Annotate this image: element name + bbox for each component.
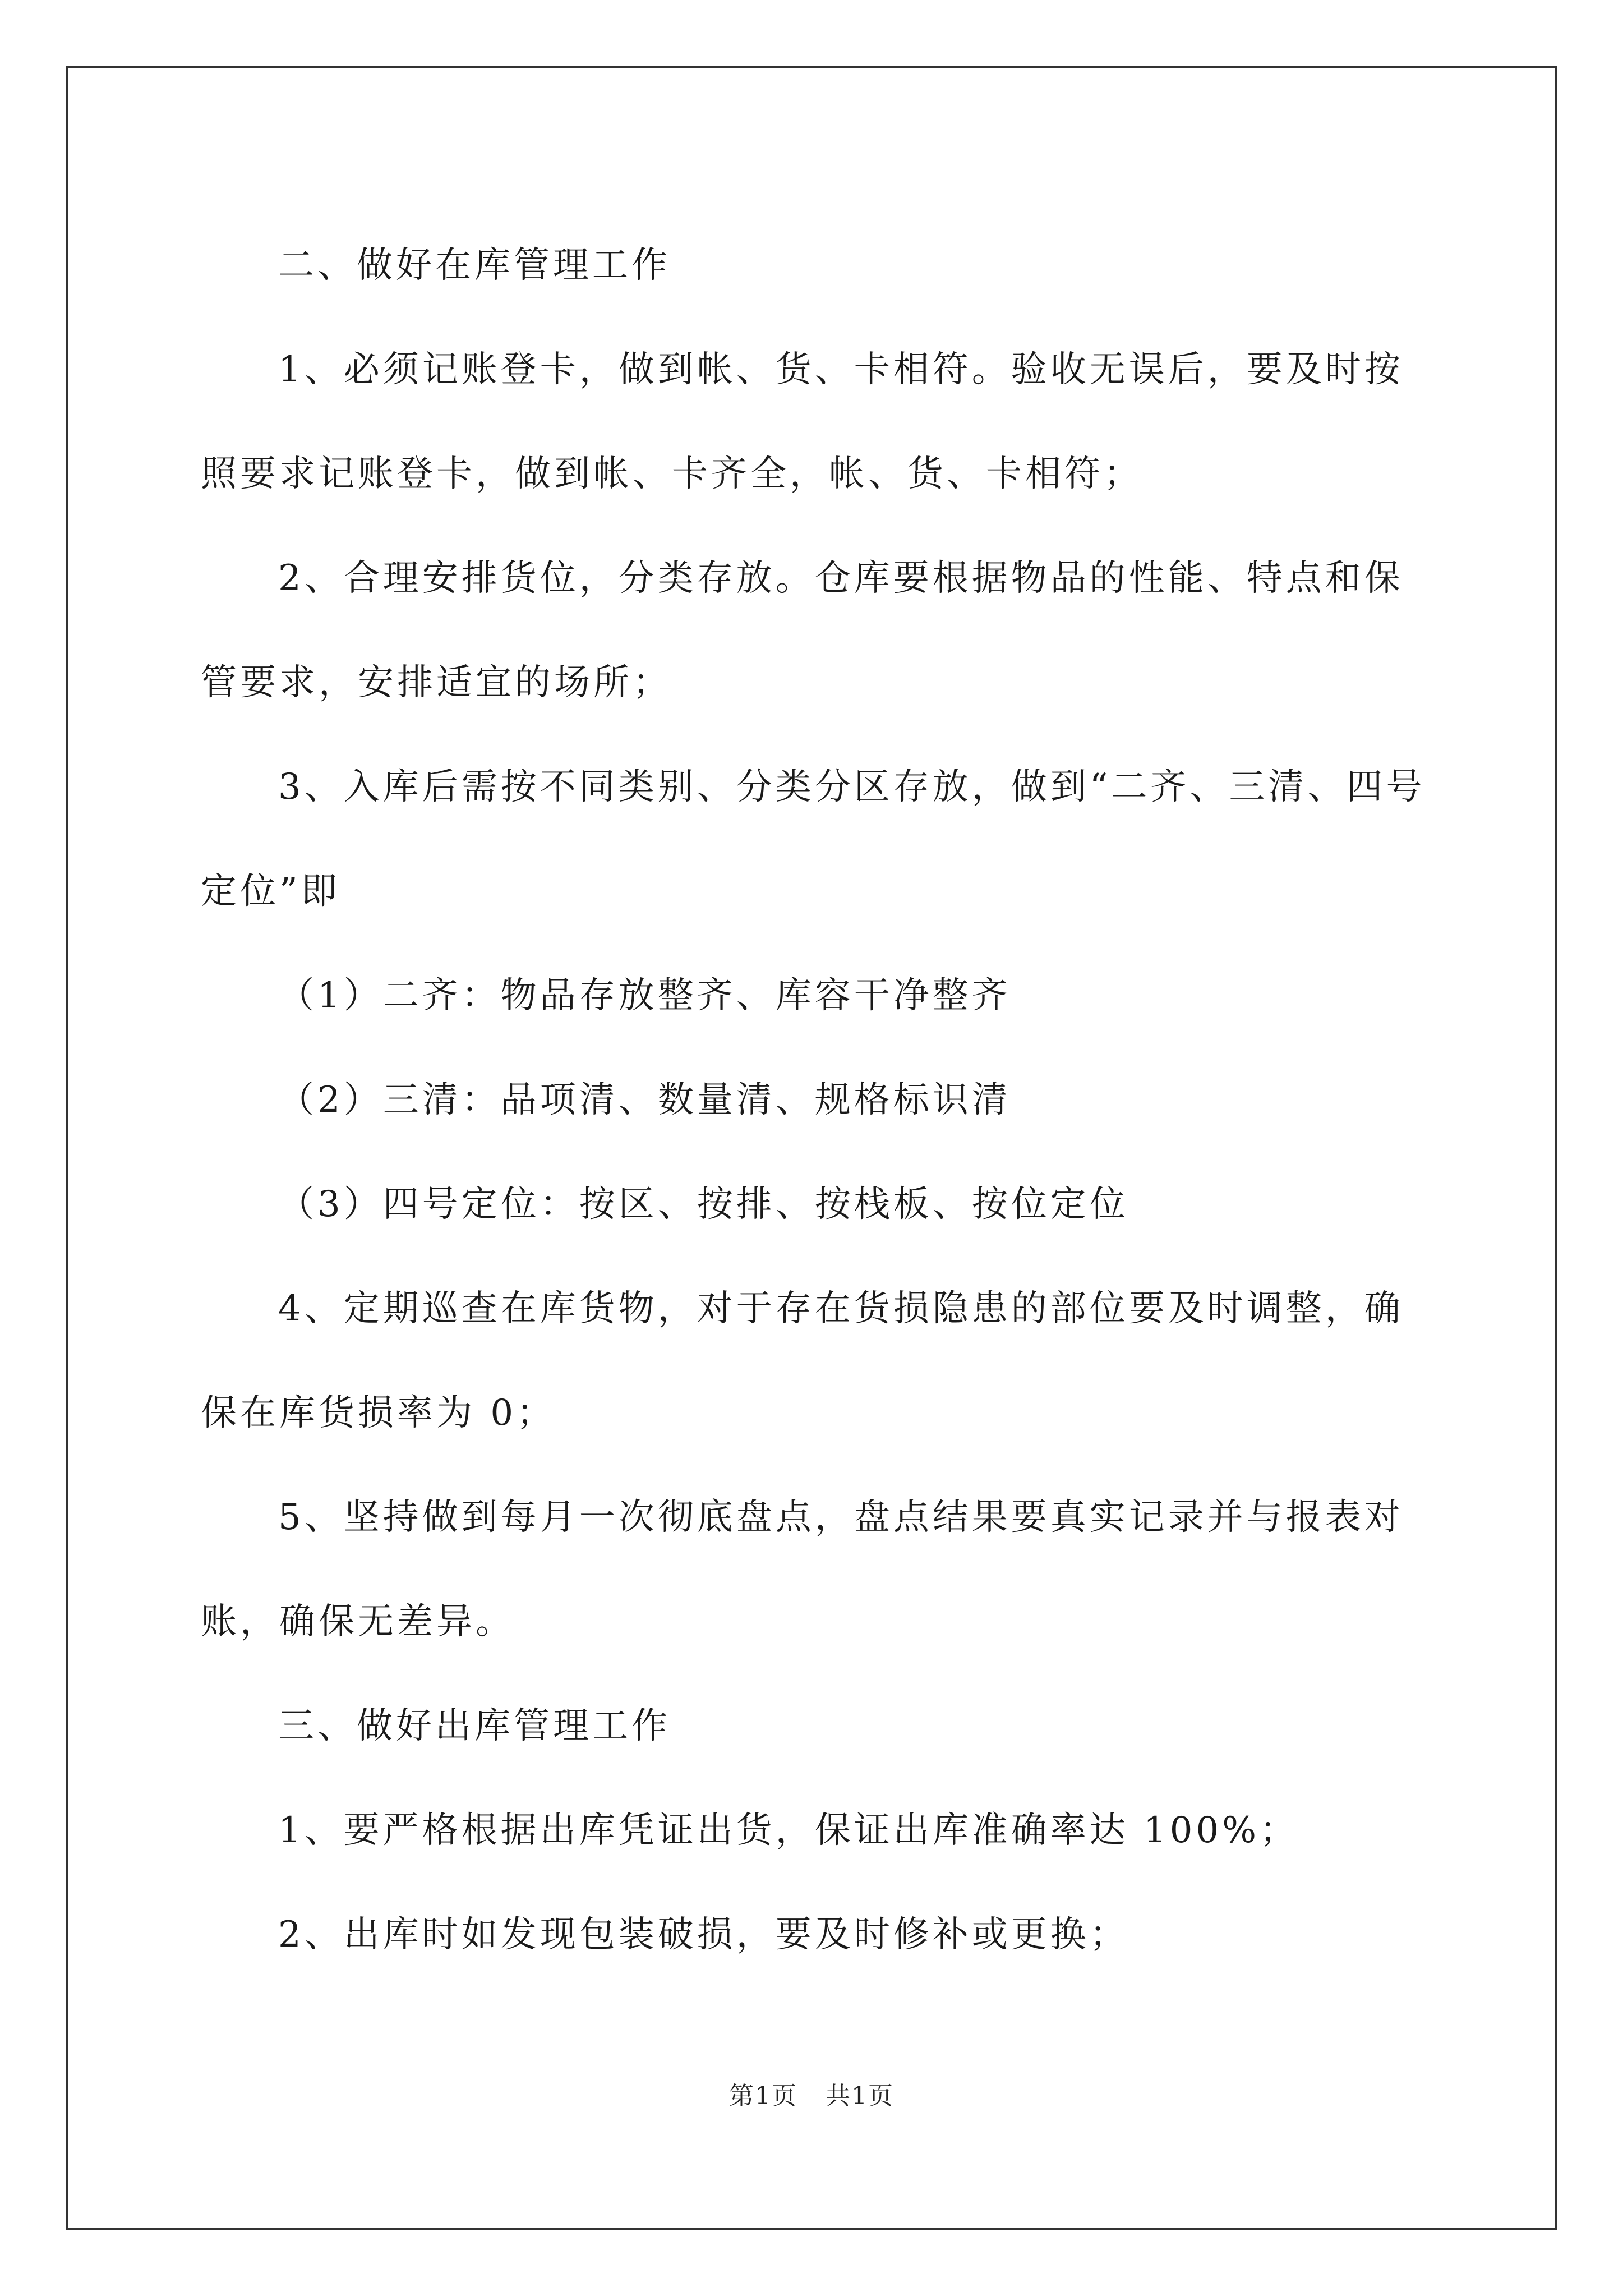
paragraph-item: 1、要严格根据出库凭证出货，保证出库准确率达 100%；	[278, 1810, 1299, 1851]
paragraph-item: 4、定期巡查在库货物，对于存在货损隐患的部位要及时调整，确保在库货损率为 0；	[201, 1288, 1404, 1434]
page-number-current: 第1页	[729, 2082, 797, 2110]
page-number-total: 共1页	[826, 2082, 894, 2110]
paragraph-subitem: （2）三清：品项清、数量清、规格标识清	[278, 1079, 1011, 1121]
paragraph-item: 3、入库后需按不同类别、分类分区存放，做到“二齐、三清、四号定位”即	[201, 766, 1426, 912]
paragraph-subitem: （3）四号定位：按区、按排、按栈板、按位定位	[278, 1184, 1129, 1225]
paragraph-item: 1、必须记账登卡，做到帐、货、卡相符。验收无误后，要及时按照要求记账登卡，做到帐、卡齐全，帐、货、卡相符；	[201, 349, 1404, 495]
document-body	[201, 213, 1435, 1987]
paragraph-subitem: （1）二齐：物品存放整齐、库容干净整齐	[278, 975, 1011, 1016]
paragraph-item: 2、合理安排货位，分类存放。仓库要根据物品的性能、特点和保管要求，安排适宜的场所；	[201, 558, 1404, 703]
page-footer	[0, 2076, 1623, 2111]
paragraph-item: 5、坚持做到每月一次彻底盘点，盘点结果要真实记录并与报表对账，确保无差异。	[201, 1497, 1404, 1642]
paragraph-item: 2、出库时如发现包装破损，要及时修补或更换；	[278, 1914, 1129, 1955]
paragraph-section-heading: 三、做好出库管理工作	[278, 1705, 671, 1747]
paragraph-section-heading: 二、做好在库管理工作	[278, 245, 671, 286]
